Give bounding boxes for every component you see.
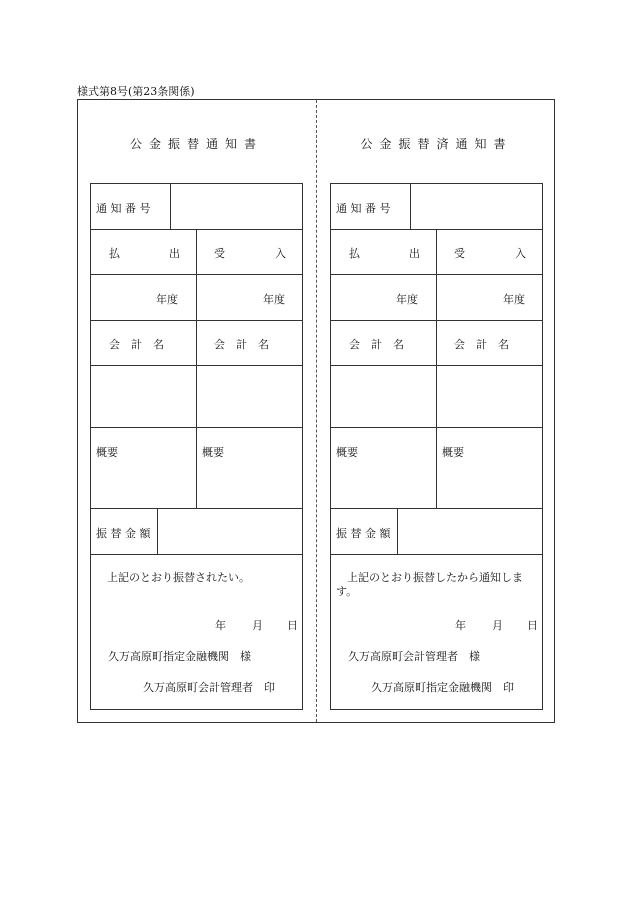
right-amount-label: 振 替 金 額 <box>336 527 391 540</box>
cut-line-divider <box>316 100 317 722</box>
left-row-rule <box>90 508 303 509</box>
left-fiscal-year-receipt: 年度 <box>263 293 285 306</box>
left-amount-divider <box>157 508 158 554</box>
right-fiscal-year-receipt: 年度 <box>503 293 525 306</box>
left-summary-payout: 概要 <box>96 446 118 459</box>
left-account-name-payout: 会 計 名 <box>109 338 164 351</box>
right-account-name-payout: 会 計 名 <box>349 338 404 351</box>
right-payout-label-2: 出 <box>409 247 420 260</box>
left-payout-label-1: 払 <box>109 247 120 260</box>
right-date-year: 年 <box>455 619 466 632</box>
right-notice-number-label: 通 知 番 号 <box>336 202 391 215</box>
right-row-rule <box>330 508 543 509</box>
right-column-divider <box>436 229 437 508</box>
left-receipt-label-2: 入 <box>275 247 286 260</box>
left-account-name-receipt: 会 計 名 <box>214 338 269 351</box>
right-account-name-receipt: 会 計 名 <box>454 338 509 351</box>
left-sender: 久万高原町会計管理者 印 <box>143 681 275 694</box>
left-receipt-label-1: 受 <box>214 247 225 260</box>
left-date-year: 年 <box>215 619 226 632</box>
right-summary-payout: 概要 <box>336 446 358 459</box>
right-date-month: 月 <box>492 619 503 632</box>
left-message: 上記のとおり振替されたい。 <box>107 571 250 584</box>
left-panel-title: 公金振替通知書 <box>129 137 263 151</box>
right-amount-divider <box>397 508 398 554</box>
left-notice-number-divider <box>170 183 171 229</box>
left-amount-label: 振 替 金 額 <box>96 527 151 540</box>
left-date-month: 月 <box>252 619 263 632</box>
left-row-rule <box>90 554 303 555</box>
right-summary-receipt: 概要 <box>442 446 464 459</box>
right-sender: 久万高原町指定金融機関 印 <box>371 681 514 694</box>
left-fiscal-year-payout: 年度 <box>156 293 178 306</box>
right-receipt-label-1: 受 <box>454 247 465 260</box>
left-summary-receipt: 概要 <box>202 446 224 459</box>
left-addressee: 久万高原町指定金融機関 様 <box>108 650 251 663</box>
right-date-day: 日 <box>527 619 538 632</box>
left-column-divider <box>196 229 197 508</box>
right-notice-number-divider <box>410 183 411 229</box>
right-row-rule <box>330 554 543 555</box>
right-payout-label-1: 払 <box>349 247 360 260</box>
left-payout-label-2: 出 <box>169 247 180 260</box>
left-notice-number-label: 通 知 番 号 <box>96 202 151 215</box>
left-date-day: 日 <box>287 619 298 632</box>
right-receipt-label-2: 入 <box>515 247 526 260</box>
right-panel-title: 公金振替済通知書 <box>360 137 513 151</box>
form-number: 様式第8号(第23条関係) <box>77 85 195 98</box>
right-message: 上記のとおり振替したから通知します。 <box>336 571 523 598</box>
right-fiscal-year-payout: 年度 <box>396 293 418 306</box>
right-addressee: 久万高原町会計管理者 様 <box>348 650 480 663</box>
